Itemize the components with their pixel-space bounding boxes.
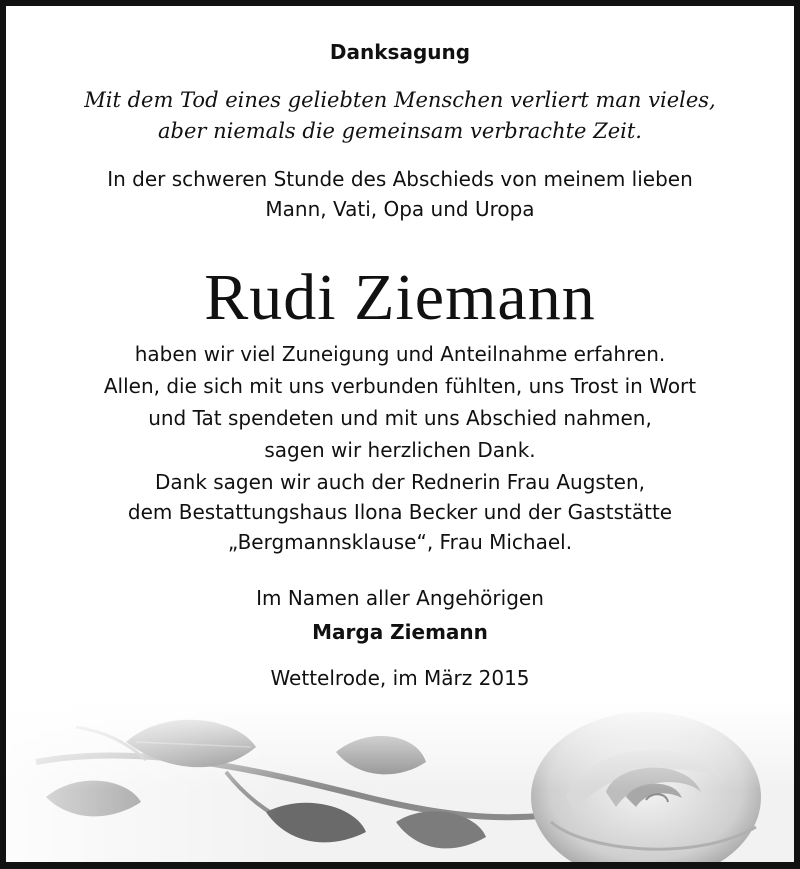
notice-title: Danksagung bbox=[329, 40, 471, 64]
place-date: Wettelrode, im März 2015 bbox=[270, 666, 530, 690]
quote-line-1: Mit dem Tod eines geliebten Menschen verliert man vieles, bbox=[84, 88, 716, 112]
signature-intro: Im Namen aller Angehörigen bbox=[256, 586, 544, 610]
signature-name: Marga Ziemann bbox=[312, 620, 488, 644]
rose-icon bbox=[6, 702, 794, 862]
body-line-5: Dank sagen wir auch der Rednerin Frau Augsten, bbox=[154, 470, 646, 494]
body-line-2: Allen, die sich mit uns verbunden fühlten, uns Trost in Wort bbox=[103, 374, 697, 398]
body-line-4: sagen wir herzlichen Dank. bbox=[264, 438, 536, 462]
intro-line-2: Mann, Vati, Opa und Uropa bbox=[265, 197, 535, 221]
quote-line-2: aber niemals die gemeinsam verbrachte Zeit. bbox=[158, 119, 642, 143]
body-line-6: dem Bestattungshaus Ilona Becker und der Gaststätte bbox=[127, 500, 673, 524]
body-line-7: „Bergmannsklause“, Frau Michael. bbox=[227, 530, 573, 554]
deceased-name: Rudi Ziemann bbox=[204, 261, 596, 334]
body-line-3: und Tat spendeten und mit uns Abschied nahmen, bbox=[148, 406, 652, 430]
body-line-1: haben wir viel Zuneigung und Anteilnahme erfahren. bbox=[134, 342, 666, 366]
intro-line-1: In der schweren Stunde des Abschieds von meinem lieben bbox=[107, 167, 693, 191]
